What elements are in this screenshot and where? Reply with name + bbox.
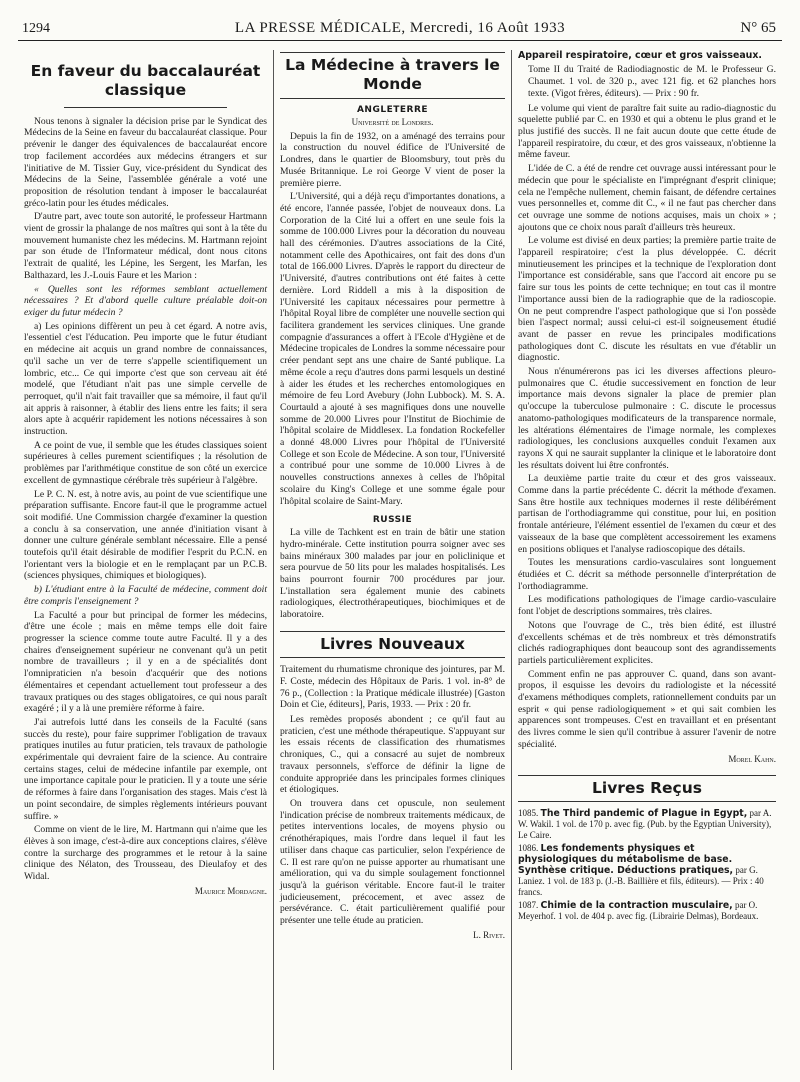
list-item [518,900,776,922]
column-1 [18,50,274,1070]
column-2 [274,50,512,1070]
issue-number: N° 65 [740,20,776,36]
columns [18,50,782,1070]
paragraph: Notons que l'ouvrage de C., très bien édité, est illustré d'excellents schémas et de très nombreux et très démonstratifs clichés radiographiques dont beaucoup sont des agrandissements partiels particulièrement explicites. [518,619,776,666]
paragraph: Le P. C. N. est, à notre avis, au point de vue scientifique une préparation suffisante. Encore faut-il que le programme actuel soit modifié. Une Commission chargée d'examiner la question a conclu à sa conservation, une année d'initiation visant à donner une culture générale semblant nécessaire. Elle a pensé toutefois qu'il était désirable de modifier l'esprit du P.C.N. en l'orientant vers la biologie et en le remplaçant par un P.C.B. (sciences physiques, chimiques et biologiques). [24,488,267,582]
paragraph: Le volume est divisé en deux parties; la première partie traite de l'appareil respiratoire; c'est la plus développée. C. décrit minutieusement les principes et la technique de l'exploration dont l'importance est considérable, sans que l'accord ait encore pu se faire sur tous les points de cette technique; en tout cas il montre l'importance aussi bien de la radiographie que de la radioscopie. On ne peut comprendre l'aspect pathologique que si l'on possède bien l'aspect normal; aussi celui-ci est-il soigneusement étudié avant de passer en revue les principales modifications pathologiques dont C. discute les résultats en vue d'établir un diagnostic. [518,235,776,364]
divider [64,107,227,108]
page-header [18,18,782,41]
paragraph: Comme on vient de le lire, M. Hartmann qui n'aime que les élèves à son image, c'est-à-dire aux conceptions claires, s'élève contre la surcharge des programmes et le retour à la saine clinique des Nélaton, des Trousseau, des Dieulafoy et des Widal. [24,824,267,883]
article-title-baccalaureat: En faveur du baccalauréat classique [30,62,261,100]
paragraph: La deuxième partie traite du cœur et des gros vaisseaux. Comme dans la partie précédente C. décrit la méthode d'examen. Sans être hostile aux techniques modernes il reste délibérément partisan de l'orthodiagramme qui constitue, pour lui, en position frontale antérieure, l'élément essentiel de l'examen du cœur et des vaisseaux de la base que complètent accessoirement les examens en positions obliques et l'analyse radioscopique des détails. [518,473,776,555]
paragraph: La Faculté a pour but principal de former les médecins, d'être une école ; mais en même temps elle doit faire progresser la science comme toute autre Faculté. Il y a des chaires d'enseignement supérieur ne convenant qu'à un petit nombre de travailleurs ; il y en a de spécialités dont l'omnipraticien n'a besoin d'acquérir que des notions élémentaires et cependant actuellement tout professeur a des travaux pratiques ou des stages obligatoires, ce qui nous paraît exagéré ; il y a là une première réforme à faire. [24,609,267,715]
item-details: par O. Meyerhof. 1 vol. de 404 p. avec fig. (Librairie Delmas), Bordeaux. [518,899,759,921]
list-item [518,843,776,898]
item-details: par G. Laniez. 1 vol. de 183 p. (J.-B. Baillière et fils, éditeurs). — Prix : 40 francs. [518,864,764,897]
book-reference: Tome II du Traité de Radiodiagnostic de M. le Professeur G. Chaumet. 1 vol. de 320 p., avec 121 fig. et 62 planches hors texte. (Vigot frères, éditeurs). — Prix : 90 fr. [528,64,776,99]
country-heading: ANGLETERRE [356,104,429,115]
paragraph: « Quelles sont les réformes semblant actuellement nécessaires ? Et d'abord quelle culture préalable doit-on exiger du futur médecin ? [24,283,267,318]
paragraph: Comment enfin ne pas approuver C. quand, dans son avant-propos, il esquisse les devoirs du radiologiste et la nécessité d'examens méthodiques complets, rationnellement conduits par un esprit « qui pense radiologiquement » et qui sait combien les apparences sont trompeuses. C'est en travaillant et en présentant des livres comme le sien qu'il contribue à assurer l'avenir de notre spécialité. [518,668,776,750]
item-number: 1085. [518,807,539,818]
journal-title: LA PRESSE MÉDICALE, Mercredi, 16 Août 1933 [234,20,566,36]
paragraph: a) Les opinions diffèrent un peu à cet égard. A notre avis, l'essentiel c'est l'éducation. Peu importe que le futur étudiant en médecine ait acquis un grand nombre de connaissances, qu'il sache un ver de terre s'appelle scientifiquement un lombric, etc... Ce qui importe c'est que son cerveau ait été modelé, que l'étudiant n'ait pas une simple cervelle de perroquet, qu'il n'ait fait travailler que sa mémoire, il faut qu'il ait appris à raisonner, à établir des liens entre les faits; il sera alors apte à acquérir rapidement les notions nécessaires à son instruction. [24,320,267,438]
section-header-received [518,775,776,802]
country-heading: RUSSIE [372,515,413,526]
paragraph: L'idée de C. a été de rendre cet ouvrage aussi intéressant pour le médecin que pour le spécialiste en l'imprégnant d'esprit clinique; cela ne l'empêche nullement, chemin faisant, de défendre certaines vues personnelles et, comme dit C., « il ne faut pas chercher dans cet ouvrage une somme de notions acquises, mais un choix » ; ajoutons que ce choix nous paraît d'ailleurs très heureux. [518,163,776,233]
section-title-world: La Médecine à travers le Monde [285,56,500,94]
column-3 [512,50,782,1070]
paragraph: Depuis la fin de 1932, on a aménagé des terrains pour la construction du nouvel édifice de l'Université de Londres, dans le quartier de Bloomsbury, tout près du Musée Britannique. Le roi George V vient de poser la première pierre. [280,130,505,189]
paragraph: Le volume qui vient de paraître fait suite au radio-diagnostic du squelette publié par C. en 1930 et qui a obtenu le plus grand et le plus justifié des succès. Il ne fait aucun doute que cette étude de l'appareil respiratoire, du cœur, et des gros vaisseaux, n'obtienne la même faveur. [518,102,776,161]
paragraph: Les modifications pathologiques de l'image cardio-vasculaire font l'objet de descriptions sommaires, très claires. [518,594,776,618]
item-title: Les fondements physiques et physiologiques du métabolisme de base. Synthèse critique. Déductions pratiques, [518,842,734,876]
signature: L. Rivet. [473,929,505,940]
item-details: par A. W. Wakil. 1 vol. de 170 p. avec fig. (Pub. by the Egyptian University), Le Caire. [518,807,772,840]
paragraph: Les remèdes proposés abondent ; ce qu'il faut au praticien, c'est une méthode thérapeutique. S'appuyant sur les essais récents de classification des rhumatismes chroniques, C., qui a consacré au sujet de nombreux travaux personnels, s'efforce de définir la ligne de conduite appropriée dans les principales formes cliniques et étiologiques. [280,714,505,796]
book-reference: Traitement du rhumatisme chronique des jointures, par M. F. Coste, médecin des Hôpitaux de Paris. 1 vol. in-8° de 76 p., (Collection : la Pratique médicale illustrée) [Gaston Doin et Cie, éditeurs], Paris, 1933. — Prix : 20 fr. [280,664,505,711]
item-title: The Third pandemic of Plague in Egypt, [540,807,748,819]
section-title-received: Livres Reçus [592,778,702,797]
subheading: Université de Londres. [351,116,434,127]
paragraph: La ville de Tachkent est en train de bâtir une station hydro-minérale. Cette institution pourra soigner avec ses bains minéraux 300 malades par jour en policlinique et sera pourvue de 50 lits pour les malades hospitalisés. Les bains pourront fournir 700 procédures par jour. L'installation sera également munie des cabinets radiologiques, électrothérapeutiques, biochimiques et de laboratoire. [280,527,505,621]
page-number: 1294 [22,21,50,36]
item-number: 1086. [518,842,539,853]
paragraph: A ce point de vue, il semble que les études classiques soient supérieures à celles purement scientifiques ; la résolution de problèmes par l'arithmétique constitue de son côté un exercice excellent de gymnastique cérébrale très supérieur à l'algèbre. [24,439,267,486]
paragraph: Nous tenons à signaler la décision prise par le Syndicat des Médecins de la Seine en faveur du baccalauréat classique. Pour prévenir le danger des équivalences de baccalauréat encore trop facilement accordées aux médecins étrangers et sur l'initiative de M. Tissier Guy, vice-président du Syndicat des Médecins de la Seine, l'assemblée générale a voté une proposition de résolution tendant à imposer le baccalauréat gréco-latin pour les études médicales. [24,115,267,209]
signature: Maurice Mordagne. [194,885,267,896]
paragraph: b) L'étudiant entre à la Faculté de médecine, comment doit être compris l'enseignement ? [24,584,267,607]
paragraph: J'ai autrefois lutté dans les conseils de la Faculté (sans succès du reste), pour faire supprimer l'obligation de travaux pratiques inutiles au futur praticien, tels travaux de pathologie expérimentale qui devraient faire de la science. Au contraire certains stages, celui de médecine infantile par exemple, ont une importance capitale pour le praticien. Il y a toute une série de réformes à faire dans l'organisation des stages. Mais c'est là un point secondaire, de simples règlements intérieurs pouvant suffire. » [24,716,267,822]
review-title: Appareil respiratoire, cœur et gros vaisseaux. [518,50,762,61]
item-number: 1087. [518,899,539,910]
section-header-books [280,631,505,658]
paragraph: L'Université, qui a déjà reçu d'importantes donations, a été encore, l'année passée, l'objet de nouveaux dons. La Corporation de la Cité lui a offert en une seule fois la somme de 100.000 Livres pour la décoration du nouveau hall des cérémonies. D'autres associations de la Cité, notamment celle des Apothicaires, ont fait des dons d'un total de 166.000 Livres. D'après le rapport du directeur de l'Université, d'autres contributions ont été faites à cette dernière. Lord Riddell a mis à la disposition de l'Université les capitaux nécessaires pour permettre à l'hôpital Royal libre de compléter une nouvelle section qui facilitera grandement les services cliniques. Une grande compagnie d'assurances a offert à l'Ecole d'Hygiène et de Médecine tropicales de Londres la somme nécessaire pour créer pendant sept ans une chaire de Santé publique. La même école a reçu d'autres dons parmi lesquels un destiné à aider les études et les recherches entomologiques en mémoire de feu Lord Avebury (John Lubbock). M. S. A. Courtauld a ajouté à ses magnifiques dons une nouvelle somme de 20.000 Livres pour l'Institut de Biochimie de l'hôpital scolaire de Middlesex. La fondation Rockefeller a donné 48.000 Livres pour l'hôpital de l'Université College et son Ecole de Médecine. A son tour, l'Université a contribué pour une somme de 10.000 Livres à de nouvelles constructions annexes à celles de l'hôpital scolaire du King's College et une somme égale pour l'hôpital scolaire de Saint-Mary. [280,191,505,507]
section-title-books: Livres Nouveaux [320,634,465,653]
item-title: Chimie de la contraction musculaire, [540,899,733,911]
paragraph: Toutes les mensurations cardio-vasculaires sont longuement étudiées et C. décrit sa méthode personnelle d'interprétation de l'orthodiagramme. [518,557,776,592]
list-item [518,808,776,841]
paragraph: Nous n'énumérerons pas ici les diverses affections pleuro-pulmonaires que C. étudie successivement en fonction de leur importance mais devons signaler la place de premier plan qu'occupe la tuberculose pulmonaire : C. discute le processus anatomo-pathologiques modificateurs de la transparence normale, les altérations élémentaires de l'image normale, les complexes radiologiques, les conclusions auxquelles conduit l'examen aux rayons X qui ne saurait supplanter la clinique et le laboratoire dont les résultats doivent lui être confrontés. [518,366,776,471]
section-header-world [280,52,505,99]
signature: Morel Kahn. [728,753,776,764]
paragraph: On trouvera dans cet opuscule, non seulement l'indication précise de nombreux traitements médicaux, de petites interventions locales, de moyens physio ou crénothérapiques, mais l'ordre dans lequel il faut les utiliser dans chaque cas particulier, selon l'expérience de C. Il est rare qu'on ne puisse apporter au rhumatisant une amélioration, qui va du simple soulagement fonctionnel jusqu'à la guérison véritable. Encore faut-il le traiter judicieusement, précocement, et avec assez de persévérance. C. était particulièrement qualifié pour présenter une telle étude au praticien. [280,797,505,927]
paragraph: D'autre part, avec toute son autorité, le professeur Hartmann vient de grossir la phalange de nos maîtres qui sont à la tête du mouvement humaniste chez les médecins. M. Hartmann rejoint par son étude de l'Informateur médical, dont nous citons l'extrait de qualité, les Lépine, les Sergent, les Marfan, les Balthazard, les J.-Louis Faure et les Marion : [24,211,267,281]
